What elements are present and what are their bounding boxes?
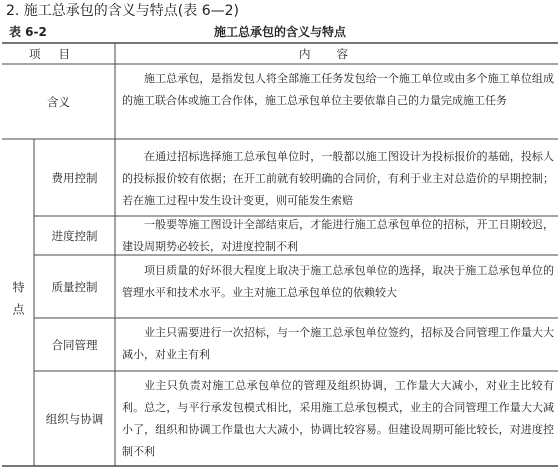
features-label-cell <box>2 139 34 466</box>
coordination-text: 业主只负责对施工总承包单位的管理及组织协调，工作量大大减小，对业主比较有利。总之，与平行承发包模式相比，采用施工总承包模式，业主的合同管理工作量大大减小了，组织和协调工作量也大大减小，协调比较容易。但建设周期可能比较长，对进度控制不利 <box>122 379 554 458</box>
table-title: 施工总承包的含义与特点 <box>213 25 346 39</box>
table-number: 表 6-2 <box>9 25 47 39</box>
header-content: 内容 <box>299 46 374 61</box>
quality-control-text: 项目质量的好坏很大程度上取决于施工总承包单位的选择，取决于施工总承包单位的管理水平和技术水平。业主对施工总承包单位的依赖较大 <box>122 264 554 299</box>
features-label: 特点 <box>11 280 25 325</box>
contract-management-text: 业主只需要进行一次招标，与一个施工总承包单位签约，招标及合同管理工作量大大减小，对业主有利 <box>122 326 554 361</box>
schedule-control-label: 进度控制 <box>51 228 98 243</box>
section-heading: 2. 施工总承包的含义与特点(表 6—2) <box>6 3 239 19</box>
contract-management-label: 合同管理 <box>51 337 98 352</box>
cost-control-text: 在通过招标选择施工总承包单位时，一般都以施工图设计为投标报价的基础，投标人的投标报价较有依据；在开工前就有较明确的合同价，有利于业主对总造价的早期控制；若在施工过程中发生设计变更，则可能发生索赔 <box>122 150 554 207</box>
schedule-control-text: 一般要等施工图设计全部结束后，才能进行施工总承包单位的招标，开工日期较迟，建设周期势必较长，对进度控制不利 <box>122 218 554 253</box>
cost-control-label: 费用控制 <box>51 170 98 185</box>
quality-control-label: 质量控制 <box>51 279 98 294</box>
definition-text: 施工总承包，是指发包人将全部施工任务发包给一个施工单位或由多个施工单位组成的施工联合体或施工合作体，施工总承包单位主要依靠自己的力量完成施工任务 <box>122 72 554 107</box>
header-item: 项目 <box>29 46 88 61</box>
definition-label: 含义 <box>47 94 70 109</box>
coordination-label: 组织与协调 <box>45 411 104 426</box>
